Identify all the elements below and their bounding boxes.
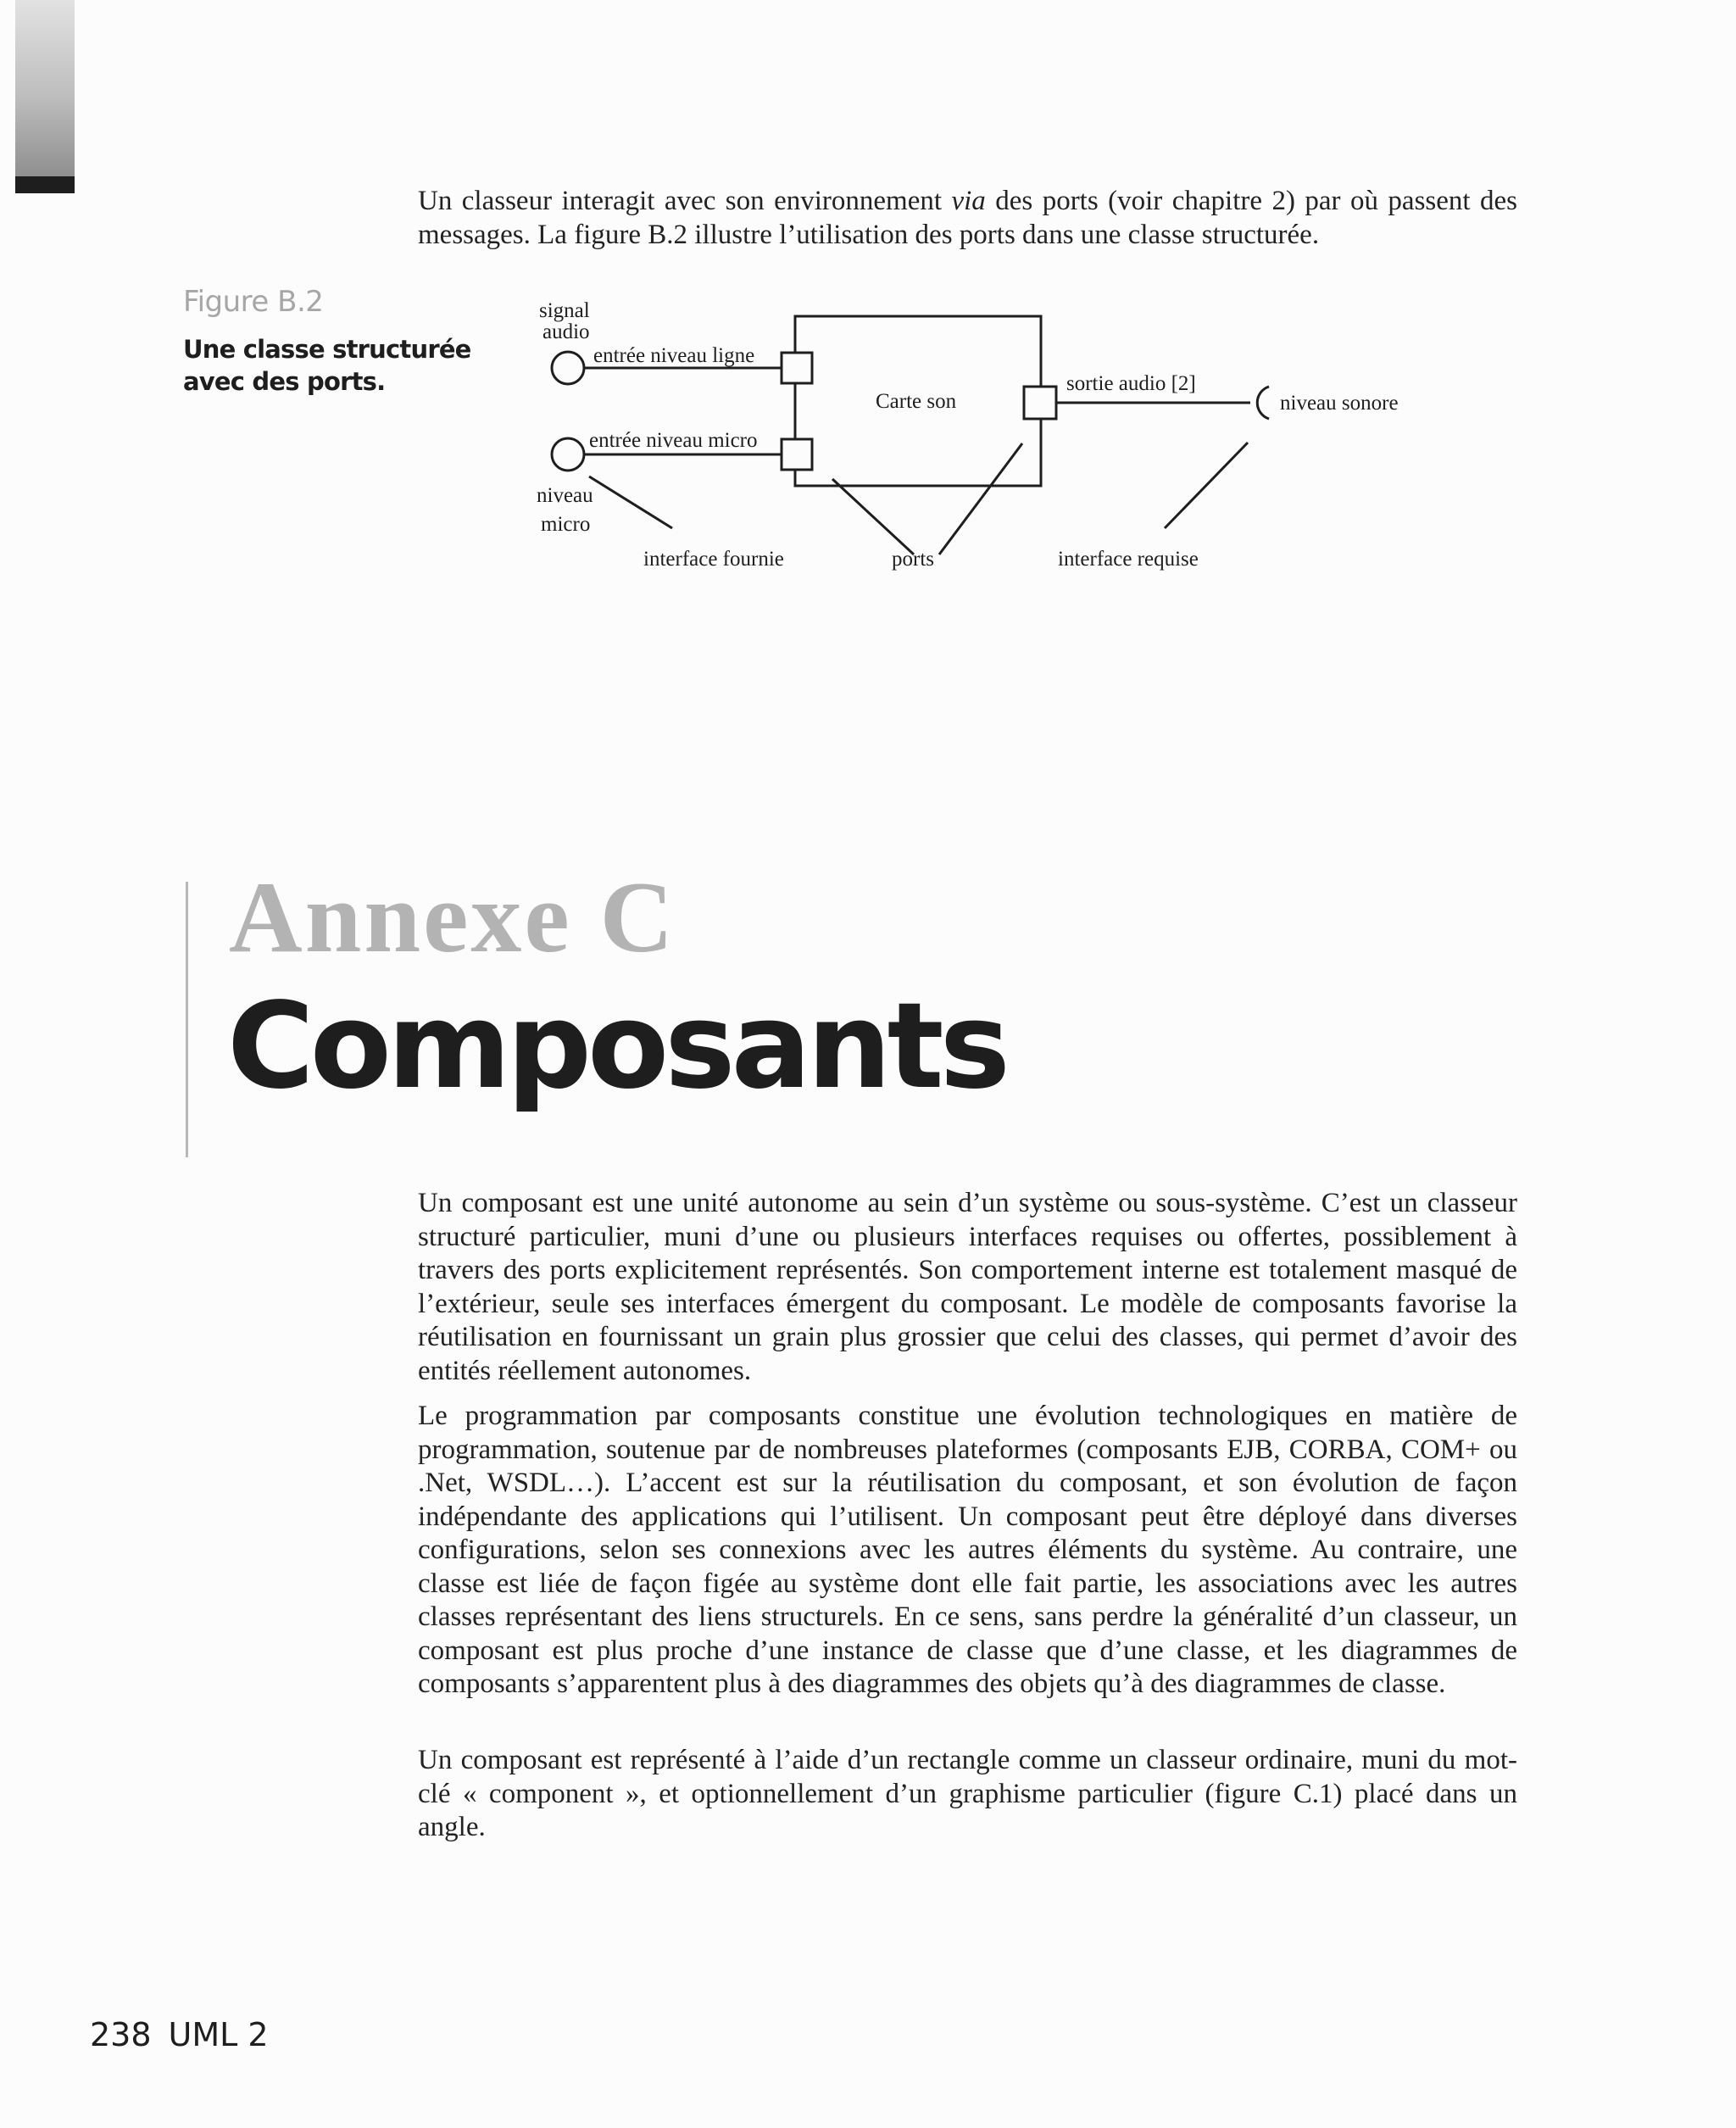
chapter-title: Composants [227,978,1006,1116]
annex-label: Annexe C [229,861,676,973]
label-interface-fournie: interface fournie [643,548,784,571]
page-edge-tab [15,0,75,176]
label-niveau-sonore: niveau sonore [1280,392,1399,415]
port-output-audio [1024,387,1056,419]
label-interface-requise: interface requise [1058,548,1199,571]
figure-number: Figure B.2 [183,285,324,319]
intro-paragraph [418,185,1517,252]
label-carte-son: Carte son [876,390,957,413]
paragraph-3: Un composant est représenté à l’aide d’un rectangle comme un classeur ordinaire, muni du mot-clé « component », et optionnellement d’un graphisme particulier (figure C.1) placé dans un angle. [418,1745,1517,1842]
pointer-port-audio [939,443,1022,554]
label-ports: ports [892,548,934,571]
intro-text-end: des ports (voir chapitre 2) par où passent des messages. La figure B.2 illustre l’utilisation des ports dans une classe structurée. [418,186,1517,250]
label-audio: audio [542,320,590,343]
paragraph-1: Un composant est une unité autonome au sein d’un système ou sous-système. C’est un classeur structuré particulier, muni d’une ou plusieurs interfaces requises ou offertes, possiblement à travers des ports explicitement représentés. Son comportement interne est totalement masqué de l’extérieur, seule ses interfaces émergent du composant. Le modèle de composants favorise la réutilisation en fournissant un grain plus grossier que celui des classes, qui permet d’avoir des entités réellement autonomes. [418,1188,1517,1386]
intro-text-start: Un classeur interagit avec son environnement [418,186,952,216]
required-interface-socket [1257,387,1269,419]
page-footer [90,2016,269,2053]
pointer-interface-fournie [589,476,672,528]
port-input-micro [782,439,812,470]
paragraph-2: Le programmation par composants constitue une évolution technologiques en matière de programmation, soutenue par de nombreuses plateformes (composants EJB, CORBA, COM+ ou .Net, WSDL…). L’accent est sur la réutilisation du composant, et son évolution de façon indépendante des applications qui l’utilisent. Un composant peut être déployé dans diverses configurations, selon ses connexions avec les autres éléments du système. Au contraire, une classe est liée de façon figée au système dont elle fait partie, les associations avec les autres classes représentant des liens structurels. En ce sens, sans perdre la généralité d’un classeur, un composant est plus proche d’une instance de classe que d’une classe, et les diagrammes de composants s’apparentent plus à des diagrammes des objets qu’à des diagrammes de classe. [418,1401,1517,1699]
provided-interface-signal-audio [552,352,584,384]
figure-caption: Une classe structurée avec des ports. [183,335,471,396]
structured-class-diagram [509,288,1441,577]
label-entree-niveau-micro: entrée niveau micro [589,429,758,452]
intro-emphasis: via [951,186,986,216]
label-entree-niveau-ligne: entrée niveau ligne [593,344,755,367]
page-edge-tab-foot [15,176,75,193]
port-input-line [782,353,812,383]
label-sortie-audio: sortie audio [2] [1066,372,1196,395]
label-micro: micro [541,513,591,536]
label-niveau: niveau [537,484,593,507]
page-number: 238 [90,2016,152,2053]
chapter-rule [186,882,188,1157]
label-signal: signal [539,299,590,322]
pointer-interface-requise [1165,443,1248,528]
provided-interface-micro [552,438,584,471]
running-title: UML 2 [168,2016,269,2053]
pointer-port-micro [832,479,914,554]
